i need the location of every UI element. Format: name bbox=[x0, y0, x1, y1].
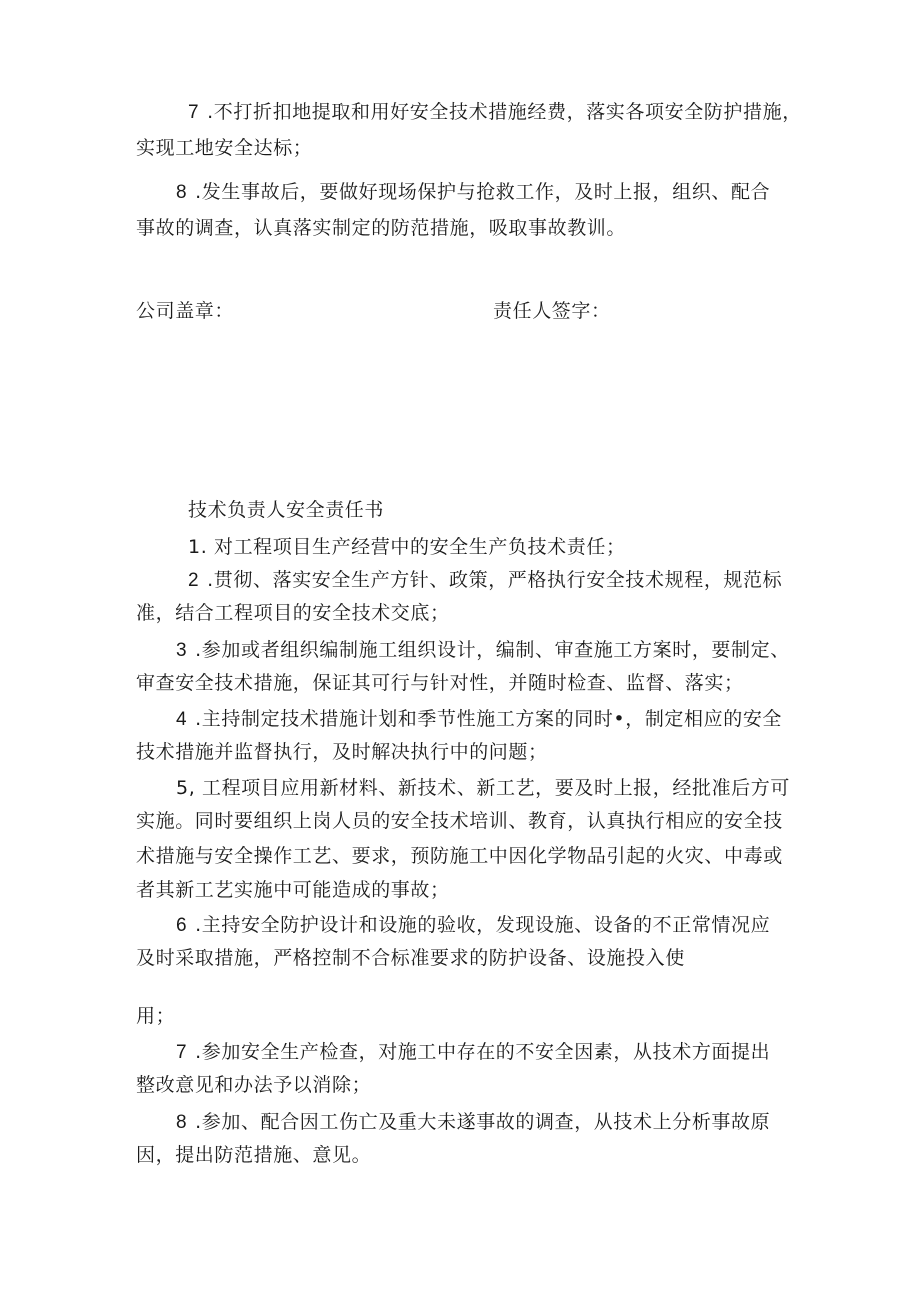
s1-item7-number: 7 bbox=[188, 102, 200, 123]
company-seal-label: 公司盖章： bbox=[136, 300, 235, 322]
s2-item6-text: .主持安全防护设计和设施的验收，发现设施、设备的不正常情况应 bbox=[195, 914, 771, 936]
s2-item6-line1 bbox=[176, 913, 770, 938]
s2-item8-number: 8 bbox=[176, 1112, 188, 1133]
s2-item2-line2: 准，结合工程项目的安全技术交底； bbox=[136, 602, 450, 624]
s2-item6-line2: 及时采取措施，严格控制不合标准要求的防护设备、设施投入使 bbox=[136, 947, 685, 969]
s2-item4-text: .主持制定技术措施计划和季节性施工方案的同时•，制定相应的安全 bbox=[195, 708, 783, 730]
s2-item7-line2: 整改意见和办法予以消除； bbox=[136, 1074, 372, 1096]
s2-item4-line2: 技术措施并监督执行，及时解决执行中的问题； bbox=[136, 741, 548, 763]
s1-item8-number: 8 bbox=[176, 182, 188, 203]
s2-item2-number: 2 bbox=[188, 570, 200, 591]
s2-item7-line1 bbox=[176, 1040, 770, 1065]
s2-item4-line1 bbox=[176, 707, 782, 732]
s1-item8-text: .发生事故后，要做好现场保护与抢救工作，及时上报，组织、配合 bbox=[195, 181, 771, 203]
section2-title: 技术负责人安全责任书 bbox=[188, 499, 385, 521]
s2-item3-line2: 审查安全技术措施，保证其可行与针对性，并随时检查、监督、落实； bbox=[136, 672, 744, 694]
s2-item8-text: .参加、配合因工伤亡及重大未遂事故的调查，从技术上分析事故原 bbox=[195, 1111, 771, 1133]
s2-item3-number: 3 bbox=[176, 640, 188, 661]
s2-item8-line1 bbox=[176, 1110, 770, 1135]
responsible-person-signature-label: 责任人签字： bbox=[493, 300, 611, 322]
s2-item6-line3: 用； bbox=[136, 1005, 176, 1027]
s2-item1: 1. 对工程项目生产经营中的安全生产负技术责任； bbox=[188, 536, 626, 558]
s2-item8-line2: 因，提出防范措施、意见。 bbox=[136, 1144, 372, 1166]
s2-item5-line2: 实施。同时要组织上岗人员的安全技术培训、教育，认真执行相应的安全技 bbox=[136, 810, 783, 832]
s2-item5-line3: 术措施与安全操作工艺、要求，预防施工中因化学物品引起的火灾、中毒或 bbox=[136, 845, 783, 867]
s2-item5-line4: 者其新工艺实施中可能造成的事故； bbox=[136, 879, 450, 901]
s2-item3-text: .参加或者组织编制施工组织设计，编制、审查施工方案时，要制定、 bbox=[195, 639, 790, 661]
s1-item7-text: .不打折扣地提取和用好安全技术措施经费，落实各项安全防护措施， bbox=[207, 101, 802, 123]
s2-item5-line1: 5, 工程项目应用新材料、新技术、新工艺，要及时上报，经批准后方可 bbox=[176, 777, 790, 799]
s2-item3-line1 bbox=[176, 638, 790, 663]
s2-item4-number: 4 bbox=[176, 709, 188, 730]
s2-item6-number: 6 bbox=[176, 915, 188, 936]
s2-item7-text: .参加安全生产检查，对施工中存在的不安全因素，从技术方面提出 bbox=[195, 1041, 771, 1063]
s2-item2-text: .贯彻、落实安全生产方针、政策，严格执行安全技术规程，规范标 bbox=[207, 569, 783, 591]
s1-item7-line1 bbox=[188, 100, 802, 125]
s1-item8-line1 bbox=[176, 180, 770, 205]
s1-item8-line2: 事故的调查，认真落实制定的防范措施，吸取事故教训。 bbox=[136, 217, 627, 239]
s1-item7-line2: 实现工地安全达标； bbox=[136, 137, 313, 159]
s2-item7-number: 7 bbox=[176, 1042, 188, 1063]
s2-item2-line1 bbox=[188, 568, 782, 593]
